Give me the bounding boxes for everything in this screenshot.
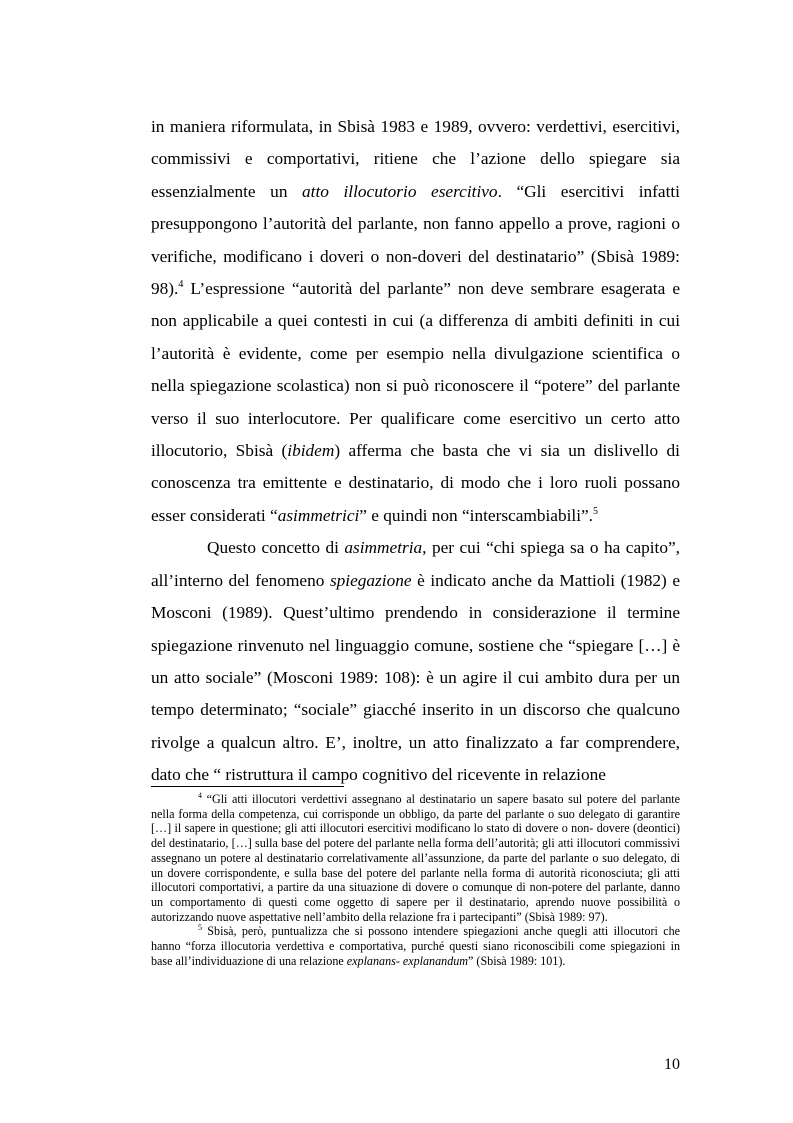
text-run: ) afferma che basta che vi sia un dislivello di conoscenza tra emittente e destinatario, di modo che i loro ruoli possano esser considerati “ [151,441,680,525]
text-run: L’espressione “autorità del parlante” non deve sembrare esagerata e non applicabile a quei contesti in cui (a differenza di ambiti definiti in cui l’autorità è evidente, come per esempio nella divulgazione scientifica o nella spiegazione scolastica) non si può riconoscere il “potere” del parlante verso il suo interlocutore. Per qualificare come esercitivo un certo atto illocutorio, Sbisà ( [151,279,680,461]
footnote-separator [151,786,344,787]
footnotes [151,792,680,968]
emphasis-text: explanans- explanandum [346,953,469,968]
text-run: , per cui “chi spiega sa o ha capito”, all’interno del fenomeno [151,538,680,590]
text-run: è indicato anche da Mattioli (1982) e Mosconi (1989). Quest’ultimo prendendo in considerazione il termine spiegazione rinvenuto nel linguaggio comune, sostiene che “spiegare […] è un atto sociale” (Mosconi 1989: 108): è un agire il cui ambito dura per un tempo determinato; “sociale” giacché inserito in un discorso che qualcuno rivolge a qualcun altro. E’, inoltre, un atto finalizzato a far comprendere, dato che “ ristruttura il campo cognitivo del ricevente in relazione [151,570,680,785]
footnote-mark: 4 [198,790,202,800]
paragraph-1 [151,111,680,532]
emphasis-text: atto illocutorio esercitivo [302,181,498,201]
footnote-text: Sbisà, però, puntualizza che si possono intendere spiegazioni anche quegli atti illocutori che hanno “forza illocutoria verdettiva e comportativa, purché questi siano riconoscibili come spiegazioni in base all’individuazione di una relazione [151,924,680,968]
emphasis-text: asimmetrici [277,505,360,525]
emphasis-text: asimmetria [344,538,423,558]
text-run: Questo concetto di [207,538,345,558]
page-number: 10 [664,1056,680,1073]
paragraph-2 [151,532,680,791]
footnote-text: ” (Sbisà 1989: 101). [468,953,566,968]
text-run: . “Gli esercitivi infatti presuppongono l’autorità del parlante, non fanno appello a prove, ragioni o verifiche, modificano i doveri o non-doveri del destinatario” (Sbisà 1989: 98). [151,181,680,299]
emphasis-text: spiegazione [329,570,412,590]
main-text [151,111,680,792]
footnote-5 [151,924,680,968]
footnote-mark: 5 [198,923,202,933]
footnote-text: “Gli atti illocutori verdettivi assegnano al destinatario un sapere basato sul potere del parlante nella forma della competenza, cui corrisponde un obbligo, da parte del parlante o suo delegato di garantire […] il sapere in questione; gli atti illocutori esercitivi modificano lo stato di dovere o non- dovere (deontici) del destinatario, […] sulla base del potere del parlante nella forma dell’autorità; gli atti illocutori commissivi assegnano un potere al destinatario correlativamente all’assunzione, da parte del parlante o suo delegato, di un dovere corrispondente, e sulla base del potere del parlante nella forma di autorità riconosciuta; gli atti illocutori comportativi, a partire da una situazione di dovere o comunque di non-potere del parlante, danno un comportamento di questi come oggetto di sapere per il destinatario, aprendo nuove possibilità o autorizzando nuove aspettative nell’ambito della relazione fra i partecipanti” (Sbisà 1989: 97). [151,792,680,924]
footnote-ref-5[interactable]: 5 [593,506,598,518]
text-run: in maniera riformulata, in Sbisà 1983 e 1989, ovvero: verdettivi, esercitivi, commissivi e comportativi, ritiene che l’azione dello spiegare sia essenzialmente un [151,117,680,201]
emphasis-text: ibidem [287,441,335,461]
text-run: ” e quindi non “interscambiabili”. [359,505,593,525]
footnote-ref-4[interactable]: 4 [178,279,184,291]
footnote-4 [151,792,680,924]
